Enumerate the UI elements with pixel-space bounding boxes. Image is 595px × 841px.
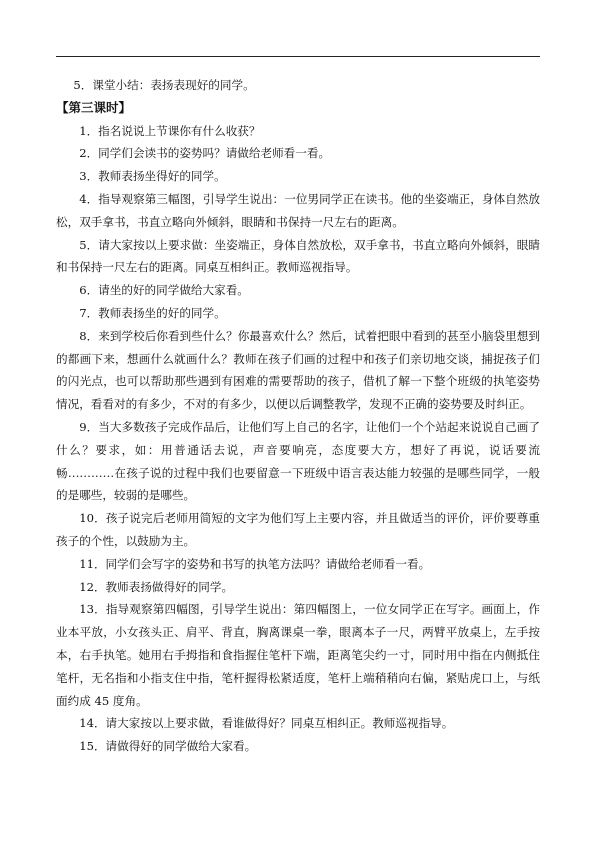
paragraph-11: 11．同学们会写字的姿势和书写的执笔方法吗？请做给老师看一看。 [79,556,431,571]
paragraph-4: 4．指导观察第三幅图，引导学生说出：一位男同学正在读书。他的坐姿端正，身体自然放松，双手拿书，书直立略向外倾斜，眼睛和书保持一尺左右的距离。 [56,191,540,229]
paragraph-1: 1．指名说说上节课你有什么收获？ [79,123,261,138]
paragraph-5-summary: 5．课堂小结：表扬表现好的同学。 [73,78,255,92]
paragraph-3: 3．教师表扬坐得好的同学。 [79,169,226,184]
document-body [56,74,540,758]
paragraph-9: 9．当大多数孩子完成作品后，让他们写上自己的名字，让他们一个个站起来说说自己画了什么？要求，如：用普通话去说，声音要响亮，态度要大方，想好了再说，说话要流畅…………在孩子说的过程中我们也要留意一下班级中语言表达能力较强的是哪些同学，一般的是哪些，较弱的是哪些。 [56,419,540,503]
paragraph-2: 2．同学们会读书的姿势吗？请做给老师看一看。 [79,146,331,161]
paragraph-10: 10．孩子说完后老师用简短的文字为他们写上主要内容，并且做适当的评价，评价要尊重孩子的个性，以鼓励为主。 [56,511,540,548]
section-heading: 【第三课时】 [56,99,132,115]
paragraph-5: 5．请大家按以上要求做：坐姿端正，身体自然放松，双手拿书，书直立略向外倾斜，眼睛和书保持一尺左右的距离。同桌互相纠正。教师巡视指导。 [56,237,540,275]
paragraph-12: 12．教师表扬做得好的同学。 [79,579,234,594]
paragraph-8: 8．来到学校后你看到些什么？你最喜欢什么？然后，试着把眼中看到的甚至小脑袋里想到的都画下来，想画什么就画什么？教师在孩子们画的过程中和孩子们亲切地交谈，捕捉孩子们的闪光点，也可以帮助那些遇到有困难的需要帮助的孩子，借机了解一下整个班级的执笔姿势情况，看看对的有多少，不对的有多少，以便以后调整教学，发现不正确的姿势要及时纠正。 [56,328,540,412]
paragraph-13: 13．指导观察第四幅图，引导学生说出：第四幅图上，一位女同学正在写字。画面上，作业本平放，小女孩头正、肩平、背直，胸离课桌一拳，眼离本子一尺，两臂平放桌上，左手按本，右手执笔。她用右手拇指和食指握住笔杆下端，距离笔尖约一寸，同时用中指在内侧抵住笔杆，无名指和小指支住中指，笔杆握得松紧适度，笔杆上端稍稍向右偏，紧贴虎口上，与纸面约成 45 度角。 [56,602,540,708]
header-rule [56,56,540,57]
paragraph-15: 15．请做得好的同学做给大家看。 [79,739,257,754]
paragraph-6: 6．请坐的好的同学做给大家看。 [79,283,249,298]
paragraph-14: 14．请大家按以上要求做，看谁做得好？同桌互相纠正。教师巡视指导。 [79,716,454,731]
paragraph-7: 7．教师表扬坐的好的同学。 [79,305,226,320]
